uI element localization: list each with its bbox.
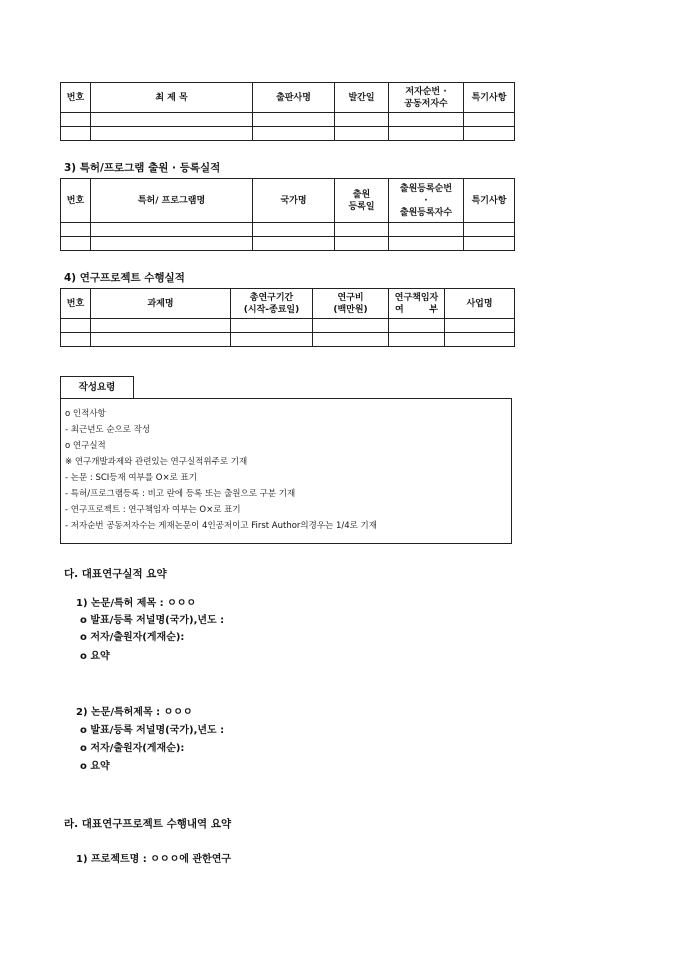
header-pub-date: 발간일	[335, 83, 389, 113]
publication-table	[60, 82, 515, 141]
header-filing-order-line3: 출원등록자수	[399, 207, 453, 218]
header-project-name: 과제명	[91, 289, 231, 319]
header-filing-date-line2: 등록일	[348, 201, 375, 212]
guide-line: - 논문 : SCI등재 여부를 O×로 표기	[65, 473, 197, 483]
header-budget-line1: 연구비	[337, 292, 364, 303]
project-item-1: 1) 프로젝트명 : ㅇㅇㅇ에 관한연구	[76, 854, 232, 865]
patent-table	[60, 178, 515, 251]
section-project-title: 4) 연구프로젝트 수행실적	[64, 272, 185, 284]
summary-item-1-journal: o 발표/등록 저널명(국가),년도 :	[80, 615, 225, 626]
summary-item-2-authors: o 저자/출원자(게재순):	[80, 743, 185, 754]
guide-line: - 저자순번 공동저자수는 게재논문이 4인공저이고 First Author의경우는 1/4로 기재	[65, 521, 377, 531]
header-pi-yes: 여	[395, 304, 404, 315]
header-budget	[313, 289, 389, 319]
header-budget-line2: (백만원)	[333, 304, 368, 315]
guide-line: ※ 연구개발과제와 관련있는 연구실적위주로 기재	[65, 457, 248, 467]
summary-item-1-abstract: o 요약	[80, 651, 110, 662]
header-filing-order	[389, 179, 464, 223]
guide-line: o 인적사항	[65, 409, 106, 419]
header-number: 번호	[61, 179, 91, 223]
header-notes: 특기사항	[464, 83, 515, 113]
table-row	[61, 237, 515, 251]
table-row	[61, 333, 515, 347]
header-number: 번호	[61, 83, 91, 113]
header-title: 최 제 목	[91, 83, 253, 113]
project-heading: 라. 대표연구프로젝트 수행내역 요약	[64, 818, 232, 830]
summary-item-1-authors: o 저자/출원자(게재순):	[80, 632, 185, 643]
header-pi-line1: 연구책임자	[394, 292, 439, 303]
section-patent-title: 3) 특허/프로그램 출원 · 등록실적	[64, 162, 221, 174]
table-row	[61, 113, 515, 127]
header-pi-no: 부	[429, 304, 438, 315]
project-table	[60, 288, 515, 347]
guide-line: - 최근년도 순으로 작성	[65, 425, 151, 435]
header-pi-line2	[389, 304, 444, 316]
header-filing-date-line1: 출원	[352, 189, 371, 200]
header-author-order	[389, 83, 464, 113]
summary-heading: 다. 대표연구실적 요약	[64, 568, 167, 580]
header-author-order-line1: 저자순번 ·	[405, 86, 447, 97]
writing-guide-tab: 작성요령	[60, 376, 134, 399]
writing-guide-box	[60, 398, 512, 544]
header-program: 사업명	[445, 289, 515, 319]
table-row	[61, 223, 515, 237]
summary-item-2-abstract: o 요약	[80, 761, 110, 772]
header-period-line1: 총연구기간	[249, 292, 294, 303]
header-author-order-line2: 공동저자수	[404, 98, 448, 109]
summary-item-2-journal: o 발표/등록 저널명(국가),년도 :	[80, 725, 225, 736]
guide-line: - 연구프로젝트 : 연구책임자 여부는 O×로 표기	[65, 505, 241, 515]
header-country: 국가명	[253, 179, 335, 223]
header-period-line2: (시작-종료일)	[243, 304, 300, 315]
guide-line: o 연구실적	[65, 441, 106, 451]
header-filing-order-line2: ·	[424, 195, 428, 206]
guide-line: - 특허/프로그램등록 : 비고 란에 등록 또는 출원으로 구분 기재	[65, 489, 296, 499]
header-period	[231, 289, 313, 319]
header-publisher: 출판사명	[253, 83, 335, 113]
header-notes: 특기사항	[464, 179, 515, 223]
header-pi	[389, 289, 445, 319]
table-row	[61, 127, 515, 141]
table-row	[61, 319, 515, 333]
header-patent-name: 특허/ 프로그램명	[91, 179, 253, 223]
header-number: 번호	[61, 289, 91, 319]
header-filing-order-line1: 출원등록순번	[399, 183, 453, 194]
header-filing-date	[335, 179, 389, 223]
summary-item-2-title: 2) 논문/특허제목 : ㅇㅇㅇ	[76, 707, 193, 718]
summary-item-1-title: 1) 논문/특허 제목 : ㅇㅇㅇ	[76, 598, 197, 609]
